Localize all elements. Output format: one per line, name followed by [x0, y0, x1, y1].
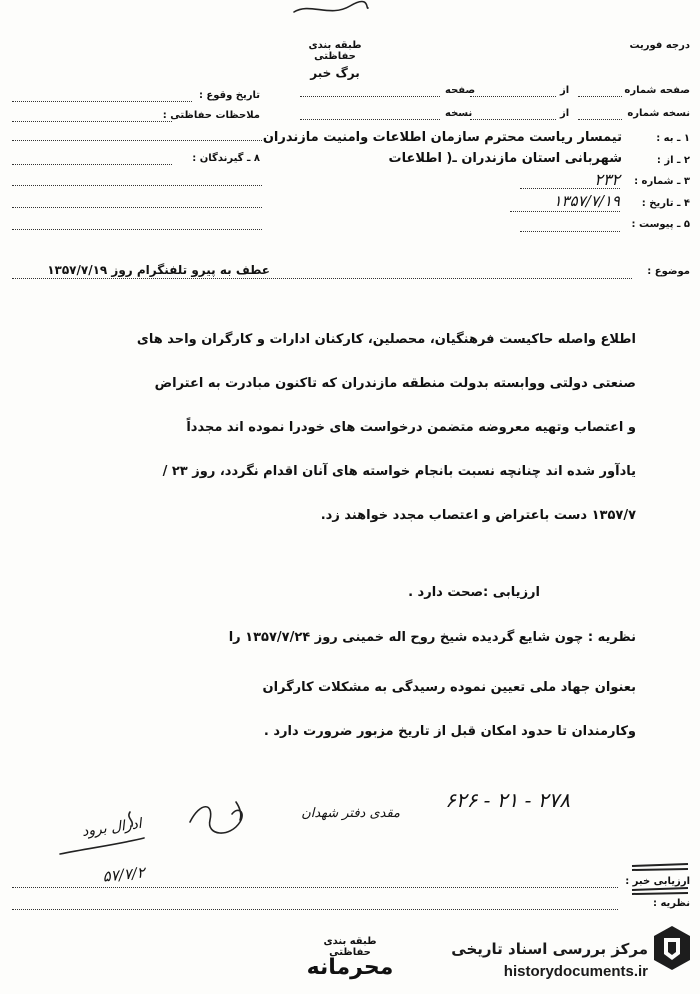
page-no-label: صفحه شماره — [624, 85, 690, 96]
attachment-line — [520, 231, 620, 232]
classification-caption-bottom: طبقه بندی حفاظتی — [323, 936, 377, 958]
handwritten-code: ۲۷۸ - ۲۱ - ۶۲۶ — [445, 788, 570, 812]
to-label: ۱ ـ به : — [656, 133, 690, 144]
recipients-line-4 — [12, 229, 262, 230]
date-label: ۴ ـ تاریخ : — [641, 198, 690, 209]
to-value: تیمسار ریاست محترم سازمان اطلاعات وامنیت مازندران — [262, 130, 622, 145]
body-line-5: ۱۳۵۷/۷ دست باعتراض و اعتصاب مجدد خواهند زد. — [320, 508, 636, 523]
watermark-logo-icon — [652, 924, 692, 972]
left-note-scribble — [40, 808, 150, 858]
form-title: برگ خبر — [310, 66, 360, 80]
attachment-label: ۵ ـ پیوست : — [631, 219, 690, 230]
urgency-label: درجه فوریت — [629, 40, 690, 51]
subject-label: موضوع : — [647, 266, 690, 277]
security-notes-line-2 — [12, 140, 262, 141]
handwritten-note-left-1: ادرال برود — [81, 815, 143, 841]
confidential-stamp: محرمانه — [306, 955, 394, 980]
from-value: شهربانی استان مازندران ـ( اطلاعات — [388, 151, 622, 166]
subject-line — [12, 278, 632, 279]
copy-no-line — [578, 119, 622, 120]
signature-scribble — [180, 792, 260, 842]
event-date-label: تاریخ وقوع : — [198, 90, 260, 101]
copy-no-label: نسخه شماره — [627, 108, 690, 119]
opinion-line-1: نظریه : چون شایع گردیده شیخ روح اله خمینی روز ۱۳۵۷/۷/۲۴ را — [228, 630, 636, 645]
classification-caption-top: طبقه بندی حفاظتی — [308, 40, 362, 62]
footer-opinion-label: نظریه : — [652, 898, 690, 909]
recipients-line-3 — [12, 207, 262, 208]
opinion-line-3: وکارمندان تا حدود امکان قبل از تاریخ مزبور ضرورت دارد . — [263, 724, 636, 739]
handwritten-note-right: مقدی دفتر شهدان — [301, 806, 400, 821]
number-value: ۲۳۲ — [594, 170, 620, 189]
number-line — [520, 188, 620, 189]
page-no-line — [578, 96, 622, 97]
page-of-label: از — [560, 85, 570, 96]
footer-opinion-line — [12, 909, 618, 910]
body-line-4: یادآور شده اند چنانچه نسبت بانجام خواسته های آنان اقدام نگردد، روز ۲۳ / — [162, 464, 636, 479]
evaluator-line — [12, 887, 618, 888]
body-line-1: اطلاع واصله حاکیست فرهنگیان، محصلین، کارکنان ادارات و کارگران واحد های — [136, 332, 636, 347]
recipients-line-2 — [12, 185, 262, 186]
page-label: صفحه — [445, 85, 476, 96]
assessment-text: ارزیابی :صحت دارد . — [408, 585, 540, 600]
page-line — [300, 96, 440, 97]
body-line-3: و اعتصاب وتهیه معروضه متضمن درخواست های خودرا نموده اند مجدداً — [186, 420, 636, 435]
security-notes-line — [12, 121, 172, 122]
security-notes-label: ملاحظات حفاظتی : — [162, 110, 260, 121]
date-value: ۱۳۵۷/۷/۱۹ — [553, 192, 620, 210]
recipients-line — [12, 164, 172, 165]
date-line — [510, 211, 620, 212]
handwritten-note-left-2: ۵۷/۷/۲ — [101, 863, 146, 886]
from-label: ۲ ـ از : — [656, 155, 690, 166]
event-date-line — [12, 101, 192, 102]
evaluator-label: ارزیابی خبر : — [625, 876, 690, 887]
copy-label: نسخه — [445, 108, 473, 119]
page-of-line — [470, 96, 556, 97]
number-label: ۳ ـ شماره : — [634, 176, 690, 187]
recipients-label: ۸ ـ گیرندگان : — [192, 153, 260, 164]
watermark-url: historydocuments.ir — [503, 963, 648, 980]
copy-of-line — [470, 119, 556, 120]
watermark-title: مرکز بررسی اسناد تاریخی — [451, 940, 648, 958]
footer-redaction — [630, 860, 690, 906]
subject-value: عطف به پیرو تلفنگرام روز ۱۳۵۷/۷/۱۹ — [47, 263, 270, 277]
body-line-2: صنعتی دولتی ووابسته بدولت منطقه مازندران که تاکنون مبادرت به اعتراض — [154, 376, 636, 391]
copy-of-label: از — [560, 108, 570, 119]
copy-line — [300, 119, 440, 120]
top-stamp-scribble — [290, 0, 370, 20]
opinion-line-2: بعنوان جهاد ملی تعیین نموده رسیدگی به مشکلات کارگران — [262, 680, 636, 695]
